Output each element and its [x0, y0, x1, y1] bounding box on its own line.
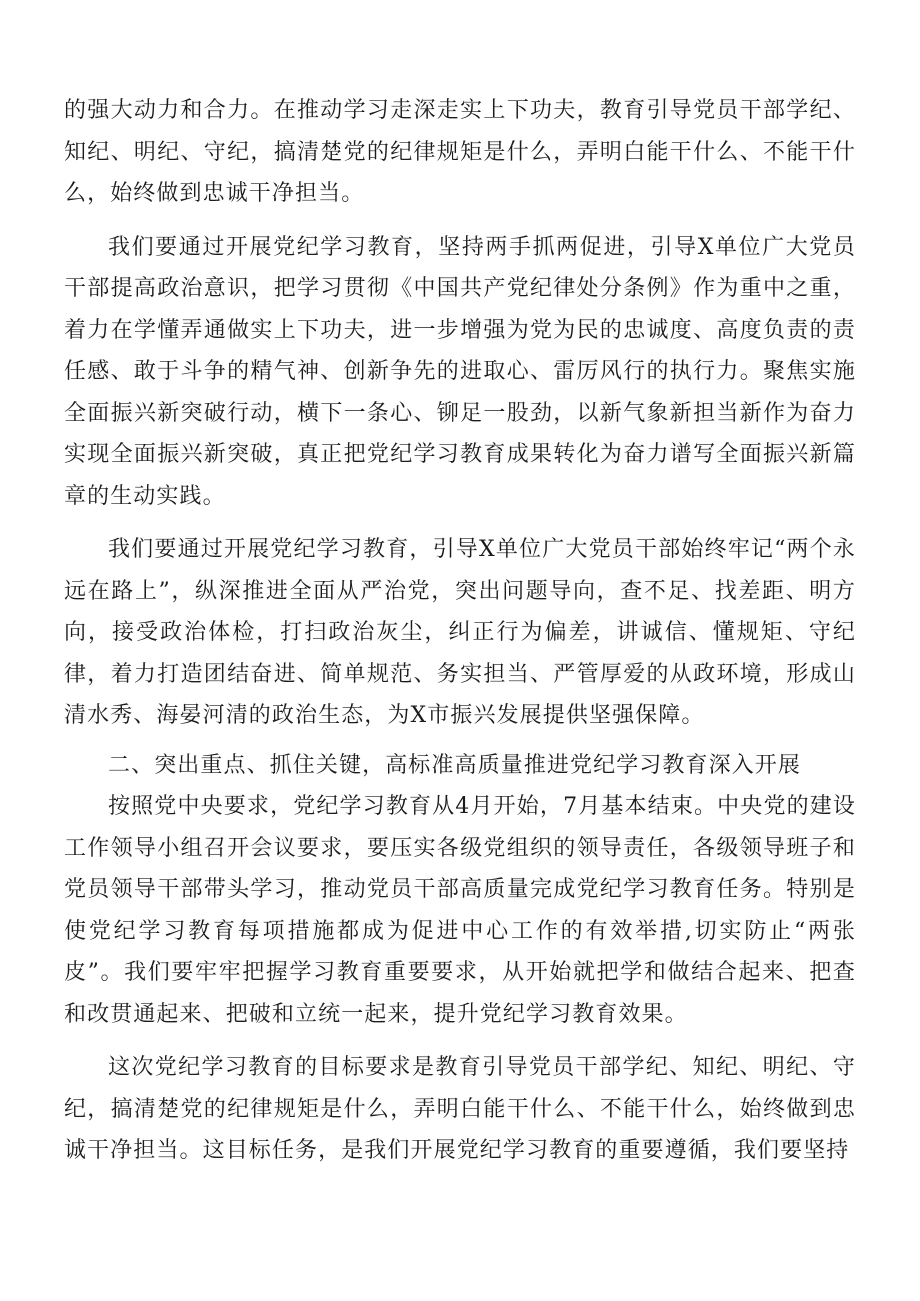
- paragraph: 按照党中央要求，党纪学习教育从4月开始，7月基本结束。中央党的建设工作领导小组召开会议要求，要压实各级党组织的领导责任，各级领导班子和党员领导干部带头学习，推动党员干部高质量完成党纪学习教育任务。特别是使党纪学习教育每项措施都成为促进中心工作的有效举措,切实防止“两张皮”。我们要牢牢把握学习教育重要要求，从开始就把学和做结合起来、把查和改贯通起来、把破和立统一起来，提升党纪学习教育效果。: [64, 794, 856, 1027]
- paragraph: 我们要通过开展党纪学习教育，引导X单位广大党员干部始终牢记“两个永远在路上”，纵深推进全面从严治党，突出问题导向，查不足、找差距、明方向，接受政治体检，打扫政治灰尘，纠正行为偏差，讲诚信、懂规矩、守纪律，着力打造团结奋进、简单规范、务实担当、严管厚爱的从政环境，形成山清水秀、海晏河清的政治生态，为X市振兴发展提供坚强保障。: [64, 537, 856, 728]
- section-heading: 二、突出重点、抓住关键，高标准高质量推进党纪学习教育深入开展: [108, 752, 802, 778]
- document-body: [64, 90, 856, 1172]
- paragraph: 这次党纪学习教育的目标要求是教育引导党员干部学纪、知纪、明纪、守纪，搞清楚党的纪律规矩是什么，弄明白能干什么、不能干什么，始终做到忠诚干净担当。这目标任务，是我们开展党纪学习教育的重要遵循，我们要坚持: [64, 1055, 856, 1163]
- paragraph-continuation: 的强大动力和合力。在推动学习走深走实上下功夫，教育引导党员干部学纪、知纪、明纪、守纪，搞清楚党的纪律规矩是什么，弄明白能干什么、不能干什么，始终做到忠诚干净担当。: [64, 98, 856, 206]
- paragraph: 我们要通过开展党纪学习教育，坚持两手抓两促进，引导X单位广大党员干部提高政治意识，把学习贯彻《中国共产党纪律处分条例》作为重中之重，着力在学懂弄通做实上下功夫，进一步增强为党为民的忠诚度、高度负责的责任感、敢于斗争的精气神、创新争先的进取心、雷厉风行的执行力。聚焦实施全面振兴新突破行动，横下一条心、铆足一股劲，以新气象新担当新作为奋力实现全面振兴新突破，真正把党纪学习教育成果转化为奋力谱写全面振兴新篇章的生动实践。: [64, 234, 856, 509]
